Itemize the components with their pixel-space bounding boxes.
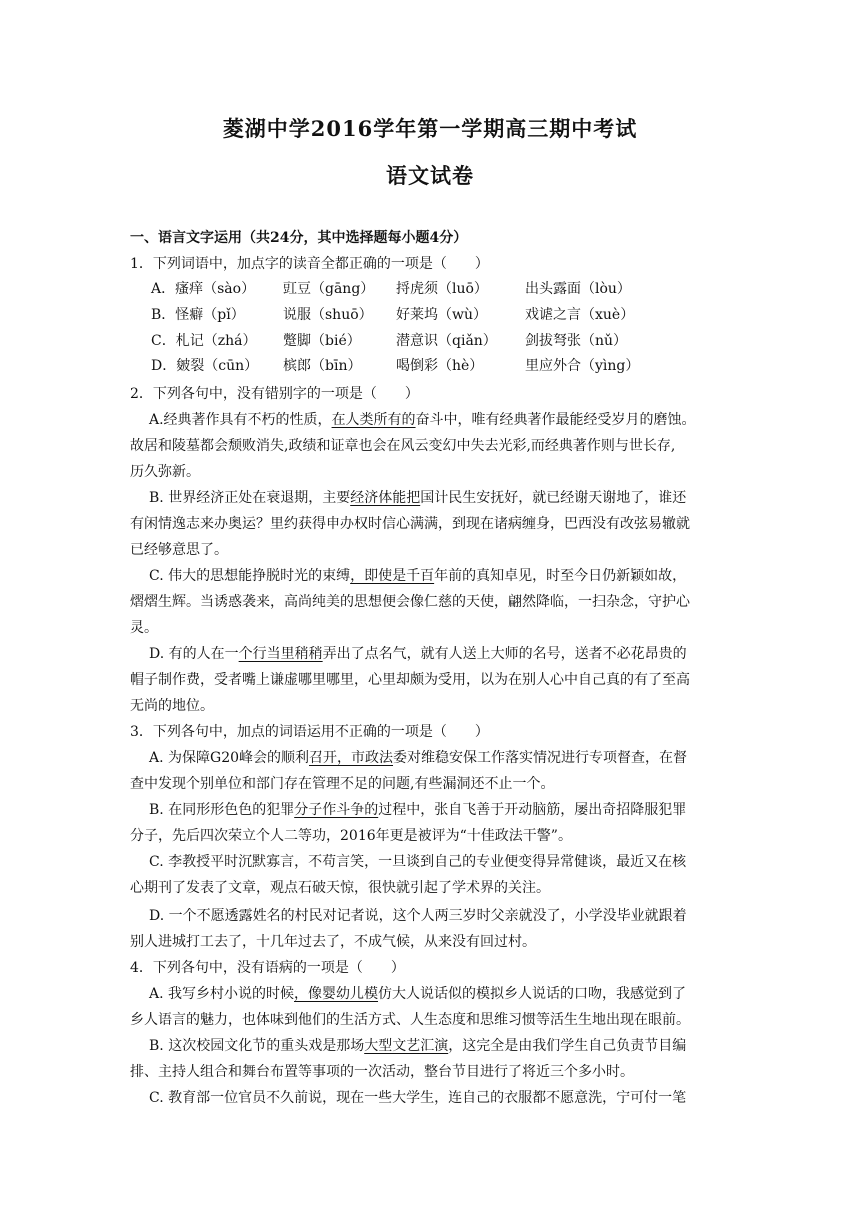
q4-a-text-start: A. 我写乡村小说的时候	[149, 986, 295, 1002]
q2-d-text-start: D. 有的人在一	[149, 646, 239, 662]
q2-option-a-line2: 故居和陵墓都会颓败消失,政绩和证章也会在风云变幻中失去光彩,而经典著作则与世长存,	[130, 438, 676, 454]
q2-a-underlined: 在人类所有的	[331, 412, 416, 428]
q2-option-b-line3: 已经够意思了。	[130, 542, 228, 558]
q3-option-b-line1	[149, 800, 686, 820]
q3-option-d-line2: 别人进城打工去了，十几年过去了，不成气候，从来没有回过村。	[130, 934, 536, 950]
q1-c-word4: 剑拔弩张（nǔ）	[525, 333, 628, 349]
q2-d-underlined: 个行当里稍稍	[238, 646, 323, 662]
q3-stem: 3．下列各句中，加点的词语运用不正确的一项是（ ）	[130, 724, 489, 740]
q3-option-c-line2: 心期刊了发表了文章，观点石破天惊，很快就引起了学术界的关注。	[130, 880, 550, 896]
q1-c-word3: 潜意识（qiǎn）	[396, 333, 497, 349]
q1-b-word2: 说服（shuō）	[283, 307, 373, 323]
q3-a-text-start: A. 为保障G20峰会的顺利	[149, 750, 310, 766]
q2-b-underlined: 经济体能把	[350, 490, 421, 506]
q2-stem: 2．下列各句中，没有错别字的一项是（ ）	[130, 386, 419, 402]
q1-b-word3: 好莱坞（wù）	[396, 307, 487, 323]
q1-a-word3: 捋虎须（luō）	[396, 281, 488, 297]
exam-subtitle: 语文试卷	[386, 163, 474, 188]
q1-d-word1: D．皴裂（cūn）	[151, 358, 259, 374]
q1-a-word4: 出头露面（lòu）	[525, 281, 631, 297]
section-heading: 一、语言文字运用（共24分，其中选择题每小题4分）	[130, 230, 468, 246]
q4-b-underlined: 大型文艺汇演	[364, 1038, 449, 1054]
q2-c-text-start: C. 伟大的思想能挣脱时光的束缚	[149, 568, 351, 584]
q2-option-b-line1	[149, 488, 686, 508]
q4-b-text-end: ，这完全是由我们学生自己负责节目编	[448, 1038, 687, 1054]
q3-b-text-start: B. 在同形形色色的犯罪	[149, 802, 295, 818]
q2-d-text-end: 弄出了点名气，就有人送上大师的名号，送者不必花昂贵的	[322, 646, 687, 662]
q4-a-underlined: ，像婴幼儿模	[294, 986, 379, 1002]
exam-title: 菱湖中学2016学年第一学期高三期中考试	[222, 116, 638, 141]
q2-option-d-line2: 帽子制作费，受者嘴上谦虚哪里哪里，心里却颇为受用，以为在别人心中自己真的有了至高	[130, 672, 690, 688]
q4-option-c-line1: C. 教育部一位官员不久前说，现在一些大学生，连自己的衣服都不愿意洗，宁可付一笔	[149, 1090, 687, 1106]
q3-option-b-line2: 分子，先后四次荣立个人二等功，2016年更是被评为“十佳政法干警”。	[130, 828, 572, 844]
q2-option-c-line1	[149, 566, 686, 586]
q1-d-word4: 里应外合（yìng）	[525, 358, 640, 374]
q4-a-text-end: 仿大人说话似的模拟乡人说话的口吻，我感觉到了	[378, 986, 687, 1002]
q2-a-text-start: A.经典著作具有不朽的性质，	[149, 412, 332, 428]
q1-b-word4: 戏谑之言（xuè）	[525, 307, 635, 323]
q1-c-word2: 蹩脚（bié）	[283, 333, 361, 349]
q2-option-a-line3: 历久弥新。	[130, 464, 200, 480]
q2-b-text-end: 国计民生安抚好，就已经谢天谢地了，谁还	[420, 490, 687, 506]
q3-option-a-line2: 查中发现个别单位和部门存在管理不足的问题,有些漏洞还不止一个。	[130, 776, 555, 792]
q3-a-underlined: 召开，市政法	[309, 750, 394, 766]
q3-option-d-line1: D. 一个不愿透露姓名的村民对记者说，这个人两三岁时父亲就没了，小学没毕业就跟着	[149, 908, 687, 924]
q4-stem: 4．下列各句中，没有语病的一项是（ ）	[130, 960, 405, 976]
q3-option-a-line1	[149, 748, 687, 768]
q2-option-d-line1	[149, 644, 687, 664]
q4-b-text-start: B. 这次校园文化节的重头戏是那场	[149, 1038, 365, 1054]
q2-c-underlined: ，即使是千百	[350, 568, 435, 584]
q1-a-word2: 豇豆（gāng）	[283, 281, 375, 297]
q3-a-text-end: 委对维稳安保工作落实情况进行专项督查，在督	[393, 750, 688, 766]
q1-c-word1: C．札记（zhá）	[151, 333, 257, 349]
q2-option-b-line2: 有闲情逸志来办奥运？里约获得申办权时信心满满，到现在诸病缠身，巴西没有改弦易辙就	[130, 516, 690, 532]
q2-b-text-start: B. 世界经济正处在衰退期，主要	[149, 490, 351, 506]
q2-option-d-line3: 无尚的地位。	[130, 698, 214, 714]
q1-d-word2: 槟郎（bīn）	[283, 358, 362, 374]
q3-b-text-end: 过程中，张自飞善于开动脑筋，屡出奇招降服犯罪	[378, 802, 687, 818]
q2-a-text-end: 奋斗中，唯有经典著作最能经受岁月的磨蚀。	[415, 412, 696, 428]
q3-option-c-line1: C. 李教授平时沉默寡言，不苟言笑，一旦谈到自己的专业便变得异常健谈，最近又在核	[149, 854, 687, 870]
q1-stem: 1．下列词语中，加点字的读音全都正确的一项是（ ）	[130, 256, 489, 272]
q4-option-b-line2: 排、主持人组合和舞台布置等事项的一次活动，整台节目进行了将近三个多小时。	[130, 1064, 634, 1080]
q1-b-word1: B．怪癖（pǐ）	[151, 307, 245, 323]
q2-option-a-line1	[149, 410, 696, 430]
q2-c-text-end: 年前的真知卓见，时至今日仍新颖如故，	[434, 568, 687, 584]
q4-option-a-line1	[149, 984, 686, 1004]
q4-option-a-line2: 乡人语言的魅力，也体味到他们的生活方式、人生态度和思维习惯等活生生地出现在眼前。	[130, 1012, 690, 1028]
q3-b-underlined: 分子作斗争的	[294, 802, 379, 818]
q4-option-b-line1	[149, 1036, 686, 1056]
q1-d-word3: 喝倒彩（hè）	[396, 358, 484, 374]
q1-a-word1: A．瘙痒（sào）	[151, 281, 256, 297]
q2-option-c-line2: 熠熠生辉。当诱惑袭来，高尚纯美的思想便会像仁慈的天使，翩然降临，一扫杂念，守护心	[130, 594, 690, 610]
q2-option-c-line3: 灵。	[130, 620, 158, 636]
